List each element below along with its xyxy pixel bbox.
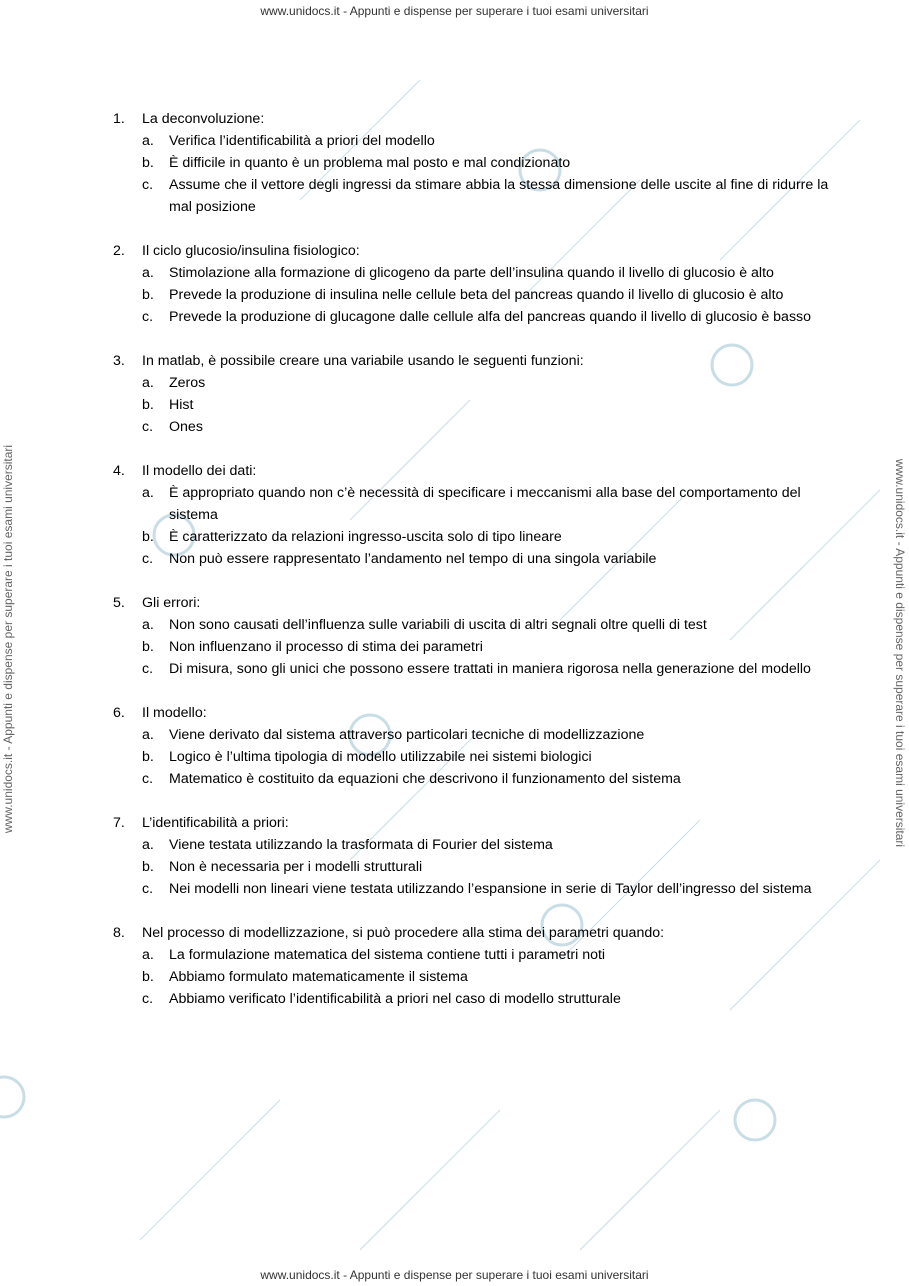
option-letter: a. (142, 375, 154, 391)
option-letter: b. (142, 749, 154, 765)
option-item (113, 152, 833, 174)
option-list (113, 724, 833, 790)
question-heading (113, 108, 833, 130)
option-letter: b. (142, 969, 154, 985)
option-item (113, 372, 833, 394)
question-number: 2. (113, 243, 125, 259)
option-item (113, 262, 833, 284)
option-list (113, 482, 833, 570)
question-3 (113, 350, 833, 438)
option-list (113, 614, 833, 680)
question-heading (113, 240, 833, 262)
question-number: 7. (113, 815, 125, 831)
option-text: Non sono causati dell’influenza sulle variabili di uscita di altri segnali oltre quelli di test (169, 617, 707, 633)
question-5 (113, 592, 833, 680)
option-item (113, 768, 833, 790)
question-text: In matlab, è possibile creare una variabile usando le seguenti funzioni: (142, 353, 584, 369)
option-text: Ones (169, 419, 203, 435)
option-item (113, 834, 833, 856)
option-letter: b. (142, 639, 154, 655)
question-text: Il modello: (142, 705, 207, 721)
question-4 (113, 460, 833, 570)
option-item (113, 944, 833, 966)
option-text: Assume che il vettore degli ingressi da stimare abbia la stessa dimensione delle uscite al fine di ridurre la mal posizione (169, 177, 829, 215)
option-letter: a. (142, 133, 154, 149)
option-letter: a. (142, 265, 154, 281)
question-text: Il modello dei dati: (142, 463, 257, 479)
option-letter: c. (142, 419, 154, 435)
option-text: Stimolazione alla formazione di glicogeno da parte dell’insulina quando il livello di glucosio è alto (169, 265, 774, 281)
option-letter: c. (142, 991, 154, 1007)
option-list (113, 262, 833, 328)
option-item (113, 548, 833, 570)
option-text: La formulazione matematica del sistema contiene tutti i parametri noti (169, 947, 606, 963)
option-letter: b. (142, 155, 154, 171)
right-side-watermark: www.unidocs.it - Appunti e dispense per superare i tuoi esami universitari (893, 458, 907, 848)
option-text: È difficile in quanto è un problema mal posto e mal condizionato (169, 155, 571, 171)
option-letter: b. (142, 397, 154, 413)
option-letter: c. (142, 309, 154, 325)
option-letter: a. (142, 947, 154, 963)
option-text: Nei modelli non lineari viene testata utilizzando l’espansione in serie di Taylor dell’ingresso del sistema (169, 881, 812, 897)
option-item (113, 724, 833, 746)
option-item (113, 174, 833, 218)
option-letter: c. (142, 661, 154, 677)
option-list (113, 834, 833, 900)
option-letter: a. (142, 617, 154, 633)
option-letter: c. (142, 177, 154, 193)
option-item (113, 658, 833, 680)
question-heading (113, 812, 833, 834)
question-text: L’identificabilità a priori: (142, 815, 289, 831)
option-item (113, 614, 833, 636)
option-letter: b. (142, 859, 154, 875)
option-text: Verifica l’identificabilità a priori del modello (169, 133, 435, 149)
header-watermark: www.unidocs.it - Appunti e dispense per superare i tuoi esami universitari (260, 4, 649, 18)
question-heading (113, 592, 833, 614)
question-text: Gli errori: (142, 595, 201, 611)
option-text: Di misura, sono gli unici che possono essere trattati in maniera rigorosa nella generazione del modello (169, 661, 811, 677)
left-side-watermark: www.unidocs.it - Appunti e dispense per superare i tuoi esami universitari (1, 444, 15, 834)
option-item (113, 636, 833, 658)
option-letter: b. (142, 287, 154, 303)
option-text: Viene testata utilizzando la trasformata di Fourier del sistema (169, 837, 553, 853)
option-item (113, 130, 833, 152)
option-text: Matematico è costituito da equazioni che descrivono il funzionamento del sistema (169, 771, 681, 787)
option-item (113, 526, 833, 548)
question-text: La deconvoluzione: (142, 111, 265, 127)
question-number: 6. (113, 705, 125, 721)
option-list (113, 944, 833, 1010)
option-text: È appropriato quando non c’è necessità di specificare i meccanismi alla base del comportamento del sistema (169, 485, 801, 523)
question-number: 3. (113, 353, 125, 369)
question-text: Il ciclo glucosio/insulina fisiologico: (142, 243, 360, 259)
option-text: Logico è l’ultima tipologia di modello utilizzabile nei sistemi biologici (169, 749, 592, 765)
option-letter: b. (142, 529, 154, 545)
option-text: Non è necessaria per i modelli strutturali (169, 859, 423, 875)
option-item (113, 394, 833, 416)
option-item (113, 878, 833, 900)
question-heading (113, 922, 833, 944)
option-item (113, 284, 833, 306)
question-7 (113, 812, 833, 900)
option-text: Prevede la produzione di glucagone dalle cellule alfa del pancreas quando il livello di glucosio è basso (169, 309, 812, 325)
option-text: Abbiamo formulato matematicamente il sistema (169, 969, 468, 985)
option-letter: a. (142, 727, 154, 743)
option-text: Prevede la produzione di insulina nelle cellule beta del pancreas quando il livello di glucosio è alto (169, 287, 784, 303)
question-heading (113, 350, 833, 372)
question-list (113, 108, 833, 1032)
option-text: Abbiamo verificato l’identificabilità a priori nel caso di modello strutturale (169, 991, 621, 1007)
question-number: 1. (113, 111, 125, 127)
option-letter: a. (142, 485, 154, 501)
option-text: Zeros (169, 375, 206, 391)
option-letter: c. (142, 771, 154, 787)
option-item (113, 966, 833, 988)
option-item (113, 988, 833, 1010)
question-6 (113, 702, 833, 790)
question-number: 8. (113, 925, 125, 941)
option-text: Non influenzano il processo di stima dei parametri (169, 639, 483, 655)
question-number: 4. (113, 463, 125, 479)
question-heading (113, 460, 833, 482)
option-letter: c. (142, 881, 154, 897)
option-item (113, 416, 833, 438)
option-list (113, 372, 833, 438)
question-8 (113, 922, 833, 1010)
option-item (113, 746, 833, 768)
option-text: Hist (169, 397, 194, 413)
option-letter: a. (142, 837, 154, 853)
option-text: Viene derivato dal sistema attraverso particolari tecniche di modellizzazione (169, 727, 645, 743)
option-letter: c. (142, 551, 154, 567)
option-item (113, 306, 833, 328)
question-text: Nel processo di modellizzazione, si può procedere alla stima dei parametri quando: (142, 925, 665, 941)
question-heading (113, 702, 833, 724)
question-number: 5. (113, 595, 125, 611)
question-1 (113, 108, 833, 218)
footer-watermark: www.unidocs.it - Appunti e dispense per superare i tuoi esami universitari (260, 1268, 649, 1282)
option-text: È caratterizzato da relazioni ingresso-uscita solo di tipo lineare (169, 529, 562, 545)
option-item (113, 482, 833, 526)
option-item (113, 856, 833, 878)
option-text: Non può essere rappresentato l’andamento nel tempo di una singola variabile (169, 551, 657, 567)
option-list (113, 130, 833, 218)
question-2 (113, 240, 833, 328)
